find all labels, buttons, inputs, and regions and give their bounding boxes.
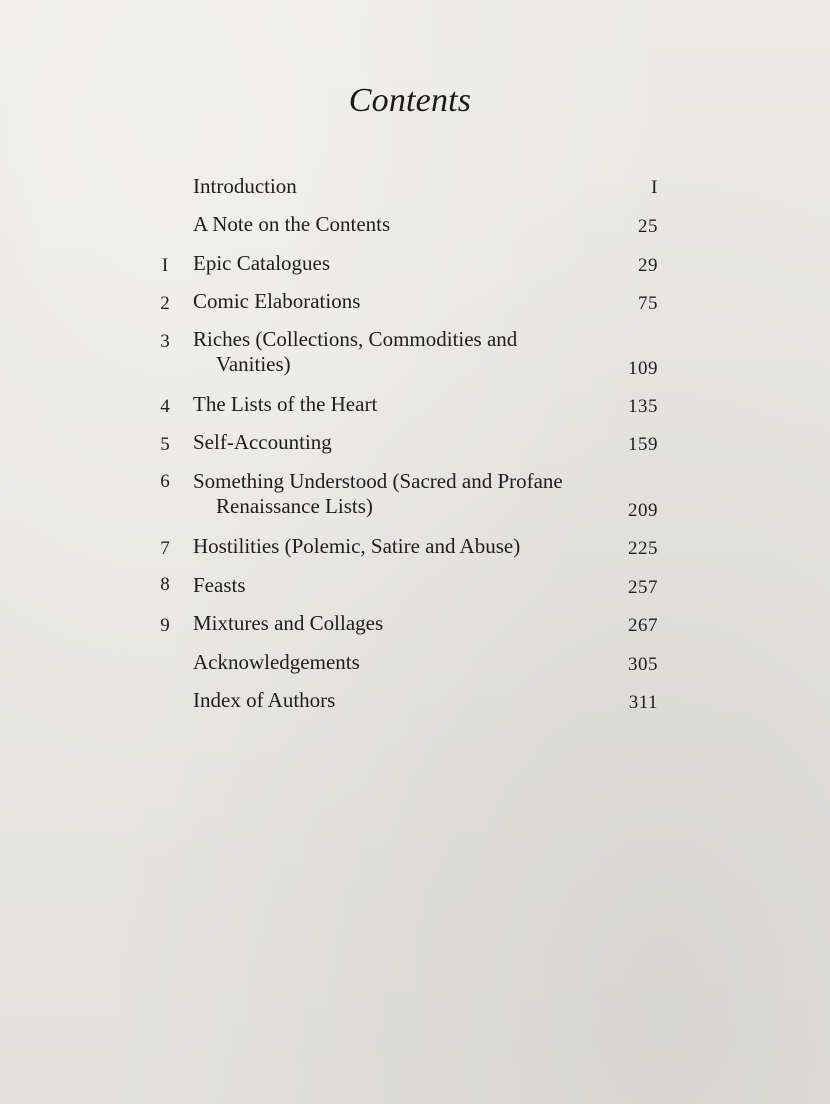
entry-title: Feasts [193,573,246,597]
entry-title: Epic Catalogues [193,251,331,275]
chapter-number: 2 [160,293,170,314]
entry-page-number: 305 [628,654,658,675]
entry-page-number: 29 [638,255,658,276]
entry-title: Riches (Collections, Commodities and [193,327,518,351]
entry-page-number: 75 [638,293,658,314]
entry-page-number: 109 [628,358,658,379]
entry-title: Comic Elaborations [193,289,361,313]
chapter-number: 4 [160,396,170,417]
chapter-number: 7 [160,538,170,559]
entry-page-number: I [651,177,658,198]
entry-title: Mixtures and Collages [193,611,384,635]
entry-page-number: 25 [638,216,658,237]
chapter-number: 5 [160,434,170,455]
entry-title: A Note on the Contents [193,212,391,236]
chapter-number: 9 [160,615,170,636]
entry-page-number: 311 [628,692,658,713]
entry-title: Self-Accounting [193,430,332,454]
entry-title: Hostilities (Polemic, Satire and Abuse) [193,534,521,558]
chapter-number: I [161,255,169,276]
entry-page-number: 267 [628,615,658,636]
chapter-number: 6 [160,471,170,492]
page-title: Contents [348,82,472,119]
entry-page-number: 135 [628,396,658,417]
entry-page-number: 225 [628,538,658,559]
entry-title-continued: Renaissance Lists) [216,494,373,518]
entry-page-number: 257 [628,577,658,598]
entry-title-continued: Vanities) [216,352,291,376]
chapter-number: 8 [160,574,170,595]
entry-title: Index of Authors [193,688,336,712]
entry-title: Something Understood (Sacred and Profane [193,469,563,493]
chapter-number: 3 [160,331,170,352]
entry-title: Introduction [193,174,297,198]
entry-page-number: 209 [628,500,658,521]
entry-title: Acknowledgements [193,650,360,674]
entry-page-number: 159 [628,434,658,455]
entry-title: The Lists of the Heart [193,392,378,416]
